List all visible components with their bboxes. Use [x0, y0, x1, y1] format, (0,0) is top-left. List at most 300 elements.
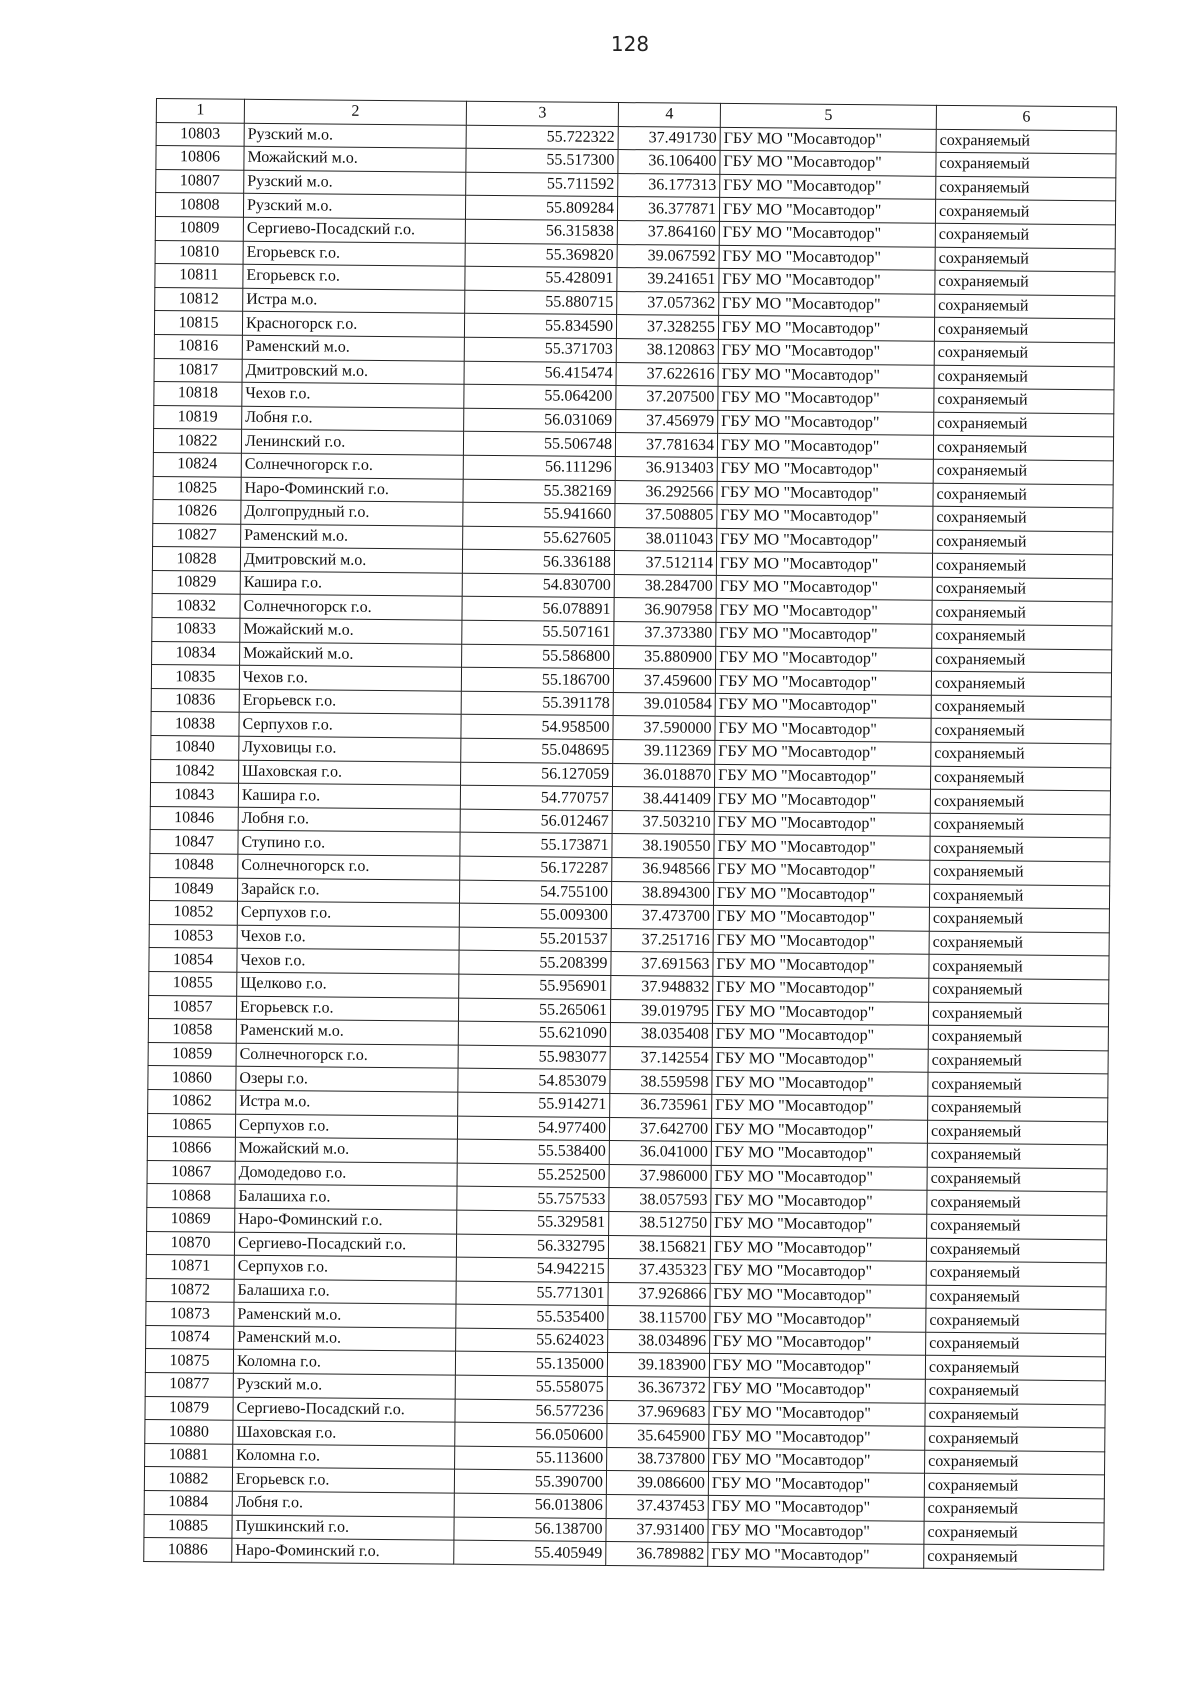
municipality-cell: Кашира г.о. — [238, 783, 460, 809]
column-header-2: 2 — [244, 99, 466, 125]
municipality-cell: Чехов г.о. — [239, 666, 461, 692]
latitude-cell: 55.265061 — [458, 998, 610, 1023]
organization-cell: ГБУ МО "Мосавтодор" — [720, 127, 936, 152]
longitude-cell: 37.926866 — [608, 1282, 710, 1306]
organization-cell: ГБУ МО "Мосавтодор" — [713, 906, 929, 931]
municipality-cell: Долгопрудный г.о. — [241, 500, 463, 526]
municipality-cell: Серпухов г.о. — [235, 1114, 457, 1140]
latitude-cell: 55.371703 — [464, 337, 616, 362]
municipality-cell: Зарайск г.о. — [237, 878, 459, 904]
object-number-cell: 10822 — [153, 429, 241, 453]
municipality-cell: Сергиево-Посадский г.о. — [243, 217, 465, 243]
object-number-cell: 10858 — [148, 1019, 236, 1043]
organization-cell: ГБУ МО "Мосавтодор" — [717, 457, 933, 482]
latitude-cell: 55.558075 — [455, 1375, 607, 1400]
status-cell: сохраняемый — [928, 1025, 1108, 1050]
object-number-cell: 10828 — [152, 547, 240, 571]
latitude-cell: 56.050600 — [455, 1422, 607, 1447]
latitude-cell: 54.770757 — [460, 785, 612, 810]
object-number-cell: 10852 — [149, 901, 237, 925]
longitude-cell: 37.057362 — [617, 291, 719, 315]
organization-cell: ГБУ МО "Мосавтодор" — [711, 1212, 927, 1237]
longitude-cell: 37.503210 — [612, 810, 714, 834]
status-cell: сохраняемый — [933, 436, 1113, 461]
municipality-cell: Лобня г.о. — [232, 1491, 454, 1517]
organization-cell: ГБУ МО "Мосавтодор" — [715, 764, 931, 789]
longitude-cell: 37.437453 — [606, 1495, 708, 1519]
object-number-cell: 10816 — [154, 334, 242, 358]
longitude-cell: 36.735961 — [610, 1093, 712, 1117]
object-number-cell: 10877 — [145, 1373, 233, 1397]
column-header-1: 1 — [156, 99, 244, 123]
status-cell: сохраняемый — [928, 1049, 1108, 1074]
object-number-cell: 10833 — [152, 618, 240, 642]
status-cell: сохраняемый — [930, 837, 1110, 862]
object-number-cell: 10849 — [149, 877, 237, 901]
status-cell: сохраняемый — [924, 1521, 1104, 1546]
latitude-cell: 55.201537 — [459, 927, 611, 952]
longitude-cell: 38.559598 — [610, 1070, 712, 1094]
longitude-cell: 37.508805 — [615, 504, 717, 528]
status-cell: сохраняемый — [931, 719, 1111, 744]
latitude-cell: 55.809284 — [465, 196, 617, 221]
municipality-cell: Сергиево-Посадский г.о. — [233, 1397, 455, 1423]
latitude-cell: 56.315838 — [465, 219, 617, 244]
status-cell: сохраняемый — [928, 1073, 1108, 1098]
municipality-cell: Истра м.о. — [243, 288, 465, 314]
latitude-cell: 54.977400 — [457, 1116, 609, 1141]
object-number-cell: 10871 — [146, 1255, 234, 1279]
latitude-cell: 55.914271 — [458, 1092, 610, 1117]
municipality-cell: Шаховская г.о. — [233, 1420, 455, 1446]
municipality-cell: Дмитровский м.о. — [240, 548, 462, 574]
latitude-cell: 55.983077 — [458, 1045, 610, 1070]
object-number-cell: 10818 — [154, 382, 242, 406]
latitude-cell: 55.135000 — [455, 1352, 607, 1377]
municipality-cell: Чехов г.о. — [237, 949, 459, 975]
page-number: 128 — [610, 32, 650, 56]
organization-cell: ГБУ МО "Мосавтодор" — [712, 1094, 928, 1119]
organization-cell: ГБУ МО "Мосавтодор" — [720, 151, 936, 176]
latitude-cell: 56.332795 — [456, 1234, 608, 1259]
status-cell: сохраняемый — [932, 624, 1112, 649]
latitude-cell: 55.757533 — [457, 1186, 609, 1211]
longitude-cell: 37.948832 — [611, 975, 713, 999]
status-cell: сохраняемый — [930, 860, 1110, 885]
latitude-cell: 55.208399 — [459, 951, 611, 976]
municipality-cell: Балашиха г.о. — [234, 1279, 456, 1305]
municipality-cell: Рузский м.о. — [244, 123, 466, 149]
object-number-cell: 10886 — [144, 1538, 232, 1562]
longitude-cell: 35.645900 — [607, 1424, 709, 1448]
status-cell: сохраняемый — [934, 388, 1114, 413]
object-number-cell: 10838 — [151, 712, 239, 736]
status-cell: сохраняемый — [935, 200, 1115, 225]
organization-cell: ГБУ МО "Мосавтодор" — [711, 1142, 927, 1167]
organization-cell: ГБУ МО "Мосавтодор" — [719, 245, 935, 270]
municipality-cell: Можайский м.о. — [240, 642, 462, 668]
longitude-cell: 38.441409 — [612, 787, 714, 811]
longitude-cell: 36.106400 — [618, 150, 720, 174]
municipality-cell: Домодедово г.о. — [235, 1161, 457, 1187]
municipality-cell: Озеры г.о. — [236, 1067, 458, 1093]
longitude-cell: 37.622616 — [616, 362, 718, 386]
organization-cell: ГБУ МО "Мосавтодор" — [719, 292, 935, 317]
object-number-cell: 10812 — [155, 287, 243, 311]
organization-cell: ГБУ МО "Мосавтодор" — [710, 1236, 926, 1261]
municipality-cell: Раменский м.о. — [242, 335, 464, 361]
status-cell: сохраняемый — [932, 577, 1112, 602]
organization-cell: ГБУ МО "Мосавтодор" — [718, 316, 934, 341]
organization-cell: ГБУ МО "Мосавтодор" — [716, 622, 932, 647]
latitude-cell: 56.127059 — [461, 762, 613, 787]
longitude-cell: 39.241651 — [617, 268, 719, 292]
municipality-cell: Красногорск г.о. — [242, 312, 464, 338]
longitude-cell: 37.459600 — [613, 669, 715, 693]
object-number-cell: 10836 — [151, 688, 239, 712]
longitude-cell: 36.292566 — [615, 480, 717, 504]
municipality-cell: Лобня г.о. — [238, 807, 460, 833]
organization-cell: ГБУ МО "Мосавтодор" — [708, 1519, 924, 1544]
latitude-cell: 55.956901 — [459, 974, 611, 999]
status-cell: сохраняемый — [935, 223, 1115, 248]
municipality-cell: Коломна г.о. — [233, 1350, 455, 1376]
status-cell: сохраняемый — [934, 365, 1114, 390]
longitude-cell: 39.086600 — [606, 1471, 708, 1495]
object-number-cell: 10882 — [144, 1467, 232, 1491]
organization-cell: ГБУ МО "Мосавтодор" — [717, 481, 933, 506]
latitude-cell: 55.507161 — [462, 620, 614, 645]
longitude-cell: 37.931400 — [606, 1518, 708, 1542]
organization-cell: ГБУ МО "Мосавтодор" — [708, 1543, 924, 1568]
latitude-cell: 56.111296 — [463, 455, 615, 480]
registry-table — [143, 98, 1117, 1570]
status-cell: сохраняемый — [925, 1356, 1105, 1381]
status-cell: сохраняемый — [932, 554, 1112, 579]
organization-cell: ГБУ МО "Мосавтодор" — [709, 1425, 925, 1450]
organization-cell: ГБУ МО "Мосавтодор" — [714, 811, 930, 836]
organization-cell: ГБУ МО "Мосавтодор" — [710, 1307, 926, 1332]
status-cell: сохраняемый — [924, 1544, 1104, 1569]
object-number-cell: 10881 — [145, 1443, 233, 1467]
latitude-cell: 55.711592 — [466, 172, 618, 197]
object-number-cell: 10870 — [146, 1231, 234, 1255]
status-cell: сохраняемый — [928, 1002, 1108, 1027]
organization-cell: ГБУ МО "Мосавтодор" — [716, 599, 932, 624]
longitude-cell: 38.512750 — [609, 1211, 711, 1235]
latitude-cell: 56.078891 — [462, 597, 614, 622]
latitude-cell: 55.517300 — [466, 148, 618, 173]
organization-cell: ГБУ МО "Мосавтодор" — [713, 976, 929, 1001]
object-number-cell: 10846 — [150, 806, 238, 830]
organization-cell: ГБУ МО "Мосавтодор" — [715, 693, 931, 718]
object-number-cell: 10880 — [145, 1420, 233, 1444]
status-cell: сохраняемый — [936, 129, 1116, 154]
organization-cell: ГБУ МО "Мосавтодор" — [714, 788, 930, 813]
status-cell: сохраняемый — [929, 884, 1109, 909]
municipality-cell: Солнечногорск г.о. — [241, 453, 463, 479]
municipality-cell: Чехов г.о. — [237, 925, 459, 951]
latitude-cell: 55.329581 — [457, 1210, 609, 1235]
longitude-cell: 38.035408 — [610, 1023, 712, 1047]
status-cell: сохраняемый — [933, 459, 1113, 484]
organization-cell: ГБУ МО "Мосавтодор" — [716, 575, 932, 600]
organization-cell: ГБУ МО "Мосавтодор" — [712, 1071, 928, 1096]
municipality-cell: Шаховская г.о. — [239, 760, 461, 786]
latitude-cell: 55.405949 — [454, 1540, 606, 1565]
object-number-cell: 10829 — [152, 570, 240, 594]
organization-cell: ГБУ МО "Мосавтодор" — [718, 339, 934, 364]
latitude-cell: 54.755100 — [459, 880, 611, 905]
latitude-cell: 55.173871 — [460, 833, 612, 858]
longitude-cell: 38.034896 — [608, 1329, 710, 1353]
latitude-cell: 55.535400 — [456, 1304, 608, 1329]
object-number-cell: 10865 — [147, 1113, 235, 1137]
municipality-cell: Можайский м.о. — [235, 1137, 457, 1163]
longitude-cell: 37.512114 — [614, 551, 716, 575]
longitude-cell: 36.177313 — [618, 173, 720, 197]
object-number-cell: 10808 — [155, 193, 243, 217]
longitude-cell: 39.010584 — [613, 692, 715, 716]
column-header-6: 6 — [936, 105, 1116, 130]
organization-cell: ГБУ МО "Мосавтодор" — [708, 1495, 924, 1520]
status-cell: сохраняемый — [931, 742, 1111, 767]
status-cell: сохраняемый — [927, 1120, 1107, 1145]
latitude-cell: 55.941660 — [463, 502, 615, 527]
status-cell: сохраняемый — [924, 1497, 1104, 1522]
latitude-cell: 55.390700 — [454, 1470, 606, 1495]
municipality-cell: Рузский м.о. — [243, 194, 465, 220]
organization-cell: ГБУ МО "Мосавтодор" — [716, 646, 932, 671]
status-cell: сохраняемый — [935, 247, 1115, 272]
organization-cell: ГБУ МО "Мосавтодор" — [719, 198, 935, 223]
organization-cell: ГБУ МО "Мосавтодор" — [711, 1165, 927, 1190]
organization-cell: ГБУ МО "Мосавтодор" — [712, 1000, 928, 1025]
longitude-cell: 39.183900 — [607, 1353, 709, 1377]
municipality-cell: Ступино г.о. — [238, 831, 460, 857]
latitude-cell: 55.586800 — [462, 644, 614, 669]
object-number-cell: 10867 — [147, 1160, 235, 1184]
latitude-cell: 55.391178 — [461, 691, 613, 716]
municipality-cell: Солнечногорск г.о. — [238, 854, 460, 880]
organization-cell: ГБУ МО "Мосавтодор" — [711, 1189, 927, 1214]
organization-cell: ГБУ МО "Мосавтодор" — [713, 953, 929, 978]
status-cell: сохраняемый — [934, 318, 1114, 343]
latitude-cell: 54.853079 — [458, 1069, 610, 1094]
organization-cell: ГБУ МО "Мосавтодор" — [709, 1354, 925, 1379]
organization-cell: ГБУ МО "Мосавтодор" — [711, 1118, 927, 1143]
longitude-cell: 36.948566 — [612, 858, 714, 882]
latitude-cell: 55.048695 — [461, 738, 613, 763]
object-number-cell: 10810 — [155, 240, 243, 264]
object-number-cell: 10815 — [154, 311, 242, 335]
document-sheet — [143, 98, 1116, 1570]
object-number-cell: 10827 — [153, 523, 241, 547]
object-number-cell: 10857 — [148, 995, 236, 1019]
organization-cell: ГБУ МО "Мосавтодор" — [710, 1283, 926, 1308]
status-cell: сохраняемый — [932, 648, 1112, 673]
municipality-cell: Пушкинский г.о. — [232, 1515, 454, 1541]
organization-cell: ГБУ МО "Мосавтодор" — [715, 740, 931, 765]
object-number-cell: 10826 — [153, 500, 241, 524]
object-number-cell: 10862 — [148, 1089, 236, 1113]
longitude-cell: 38.115700 — [608, 1306, 710, 1330]
latitude-cell: 55.009300 — [459, 903, 611, 928]
longitude-cell: 35.880900 — [614, 645, 716, 669]
object-number-cell: 10879 — [145, 1396, 233, 1420]
object-number-cell: 10803 — [156, 122, 244, 146]
longitude-cell: 37.142554 — [610, 1046, 712, 1070]
object-number-cell: 10875 — [145, 1349, 233, 1373]
longitude-cell: 36.377871 — [617, 197, 719, 221]
municipality-cell: Раменский м.о. — [234, 1303, 456, 1329]
status-cell: сохраняемый — [935, 270, 1115, 295]
municipality-cell: Наро-Фоминский г.о. — [241, 477, 463, 503]
municipality-cell: Егорьевск г.о. — [232, 1468, 454, 1494]
object-number-cell: 10884 — [144, 1490, 232, 1514]
column-header-4: 4 — [618, 103, 720, 127]
status-cell: сохраняемый — [930, 813, 1110, 838]
organization-cell: ГБУ МО "Мосавтодор" — [720, 174, 936, 199]
status-cell: сохраняемый — [933, 506, 1113, 531]
longitude-cell: 39.019795 — [610, 999, 712, 1023]
municipality-cell: Егорьевск г.о. — [243, 264, 465, 290]
status-cell: сохраняемый — [926, 1309, 1106, 1334]
organization-cell: ГБУ МО "Мосавтодор" — [715, 670, 931, 695]
status-cell: сохраняемый — [925, 1450, 1105, 1475]
municipality-cell: Сергиево-Посадский г.о. — [234, 1232, 456, 1258]
municipality-cell: Солнечногорск г.о. — [240, 595, 462, 621]
status-cell: сохраняемый — [929, 931, 1109, 956]
organization-cell: ГБУ МО "Мосавтодор" — [709, 1401, 925, 1426]
status-cell: сохраняемый — [929, 955, 1109, 980]
column-header-5: 5 — [720, 103, 936, 128]
longitude-cell: 37.473700 — [611, 905, 713, 929]
latitude-cell: 54.830700 — [462, 573, 614, 598]
longitude-cell: 37.864160 — [617, 221, 719, 245]
municipality-cell: Егорьевск г.о. — [236, 996, 458, 1022]
longitude-cell: 37.328255 — [616, 315, 718, 339]
longitude-cell: 38.011043 — [615, 527, 717, 551]
latitude-cell: 55.506748 — [463, 432, 615, 457]
object-number-cell: 10848 — [150, 853, 238, 877]
object-number-cell: 10847 — [150, 830, 238, 854]
latitude-cell: 55.771301 — [456, 1281, 608, 1306]
longitude-cell: 38.284700 — [614, 574, 716, 598]
municipality-cell: Дмитровский м.о. — [242, 359, 464, 385]
organization-cell: ГБУ МО "Мосавтодор" — [719, 269, 935, 294]
latitude-cell: 55.621090 — [458, 1021, 610, 1046]
organization-cell: ГБУ МО "Мосавтодор" — [717, 528, 933, 553]
object-number-cell: 10842 — [151, 759, 239, 783]
table-body — [144, 122, 1117, 1570]
longitude-cell: 36.041000 — [609, 1141, 711, 1165]
object-number-cell: 10819 — [154, 405, 242, 429]
organization-cell: ГБУ МО "Мосавтодор" — [714, 835, 930, 860]
longitude-cell: 37.435323 — [608, 1259, 710, 1283]
longitude-cell: 36.913403 — [615, 456, 717, 480]
status-cell: сохраняемый — [936, 176, 1116, 201]
status-cell: сохраняемый — [925, 1427, 1105, 1452]
object-number-cell: 10825 — [153, 476, 241, 500]
status-cell: сохраняемый — [927, 1143, 1107, 1168]
object-number-cell: 10855 — [149, 971, 237, 995]
object-number-cell: 10807 — [156, 169, 244, 193]
object-number-cell: 10832 — [152, 594, 240, 618]
municipality-cell: Коломна г.о. — [233, 1444, 455, 1470]
object-number-cell: 10859 — [148, 1042, 236, 1066]
latitude-cell: 55.186700 — [461, 667, 613, 692]
municipality-cell: Серпухов г.о. — [234, 1255, 456, 1281]
object-number-cell: 10811 — [155, 264, 243, 288]
longitude-cell: 36.907958 — [614, 598, 716, 622]
organization-cell: ГБУ МО "Мосавтодор" — [709, 1377, 925, 1402]
municipality-cell: Раменский м.о. — [241, 524, 463, 550]
organization-cell: ГБУ МО "Мосавтодор" — [710, 1259, 926, 1284]
status-cell: сохраняемый — [928, 1096, 1108, 1121]
latitude-cell: 55.382169 — [463, 479, 615, 504]
object-number-cell: 10868 — [147, 1184, 235, 1208]
longitude-cell: 37.986000 — [609, 1164, 711, 1188]
object-number-cell: 10809 — [155, 216, 243, 240]
latitude-cell: 54.958500 — [461, 715, 613, 740]
municipality-cell: Чехов г.о. — [242, 382, 464, 408]
object-number-cell: 10885 — [144, 1514, 232, 1538]
latitude-cell: 55.624023 — [456, 1328, 608, 1353]
organization-cell: ГБУ МО "Мосавтодор" — [712, 1047, 928, 1072]
municipality-cell: Наро-Фоминский г.о. — [235, 1208, 457, 1234]
status-cell: сохраняемый — [926, 1285, 1106, 1310]
status-cell: сохраняемый — [924, 1474, 1104, 1499]
object-number-cell: 10835 — [151, 665, 239, 689]
object-number-cell: 10873 — [146, 1302, 234, 1326]
object-number-cell: 10843 — [150, 783, 238, 807]
municipality-cell: Серпухов г.о. — [237, 901, 459, 927]
status-cell: сохраняемый — [933, 530, 1113, 555]
longitude-cell: 36.018870 — [613, 763, 715, 787]
object-number-cell: 10840 — [151, 736, 239, 760]
object-number-cell: 10854 — [149, 948, 237, 972]
longitude-cell: 37.691563 — [611, 952, 713, 976]
latitude-cell: 56.031069 — [464, 408, 616, 433]
longitude-cell: 36.789882 — [606, 1542, 708, 1566]
organization-cell: ГБУ МО "Мосавтодор" — [718, 410, 934, 435]
latitude-cell: 55.627605 — [463, 526, 615, 551]
organization-cell: ГБУ МО "Мосавтодор" — [710, 1330, 926, 1355]
municipality-cell: Ленинский г.о. — [241, 430, 463, 456]
municipality-cell: Луховицы г.о. — [239, 736, 461, 762]
organization-cell: ГБУ МО "Мосавтодор" — [718, 387, 934, 412]
status-cell: сохраняемый — [932, 601, 1112, 626]
latitude-cell: 56.013806 — [454, 1493, 606, 1518]
municipality-cell: Рузский м.о. — [244, 170, 466, 196]
municipality-cell: Раменский м.о. — [234, 1326, 456, 1352]
status-cell: сохраняемый — [931, 695, 1111, 720]
object-number-cell: 10834 — [152, 641, 240, 665]
longitude-cell: 37.373380 — [614, 622, 716, 646]
status-cell: сохраняемый — [930, 766, 1110, 791]
object-number-cell: 10806 — [156, 146, 244, 170]
status-cell: сохраняемый — [936, 152, 1116, 177]
municipality-cell: Рузский м.о. — [233, 1373, 455, 1399]
organization-cell: ГБУ МО "Мосавтодор" — [713, 882, 929, 907]
latitude-cell: 56.415474 — [464, 361, 616, 386]
longitude-cell: 37.251716 — [611, 928, 713, 952]
longitude-cell: 37.456979 — [616, 409, 718, 433]
latitude-cell: 56.172287 — [460, 856, 612, 881]
status-cell: сохраняемый — [927, 1191, 1107, 1216]
object-number-cell: 10866 — [147, 1137, 235, 1161]
